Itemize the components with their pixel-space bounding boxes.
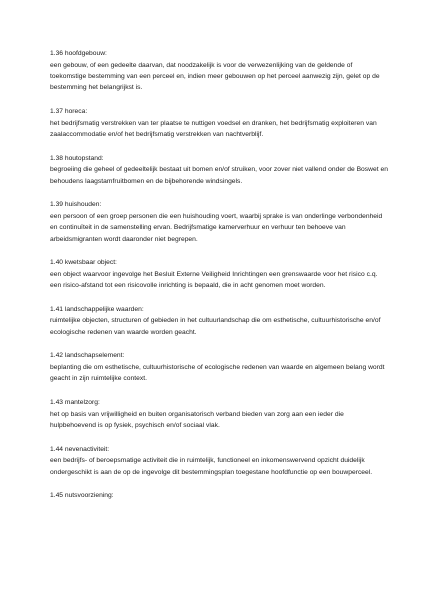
definition-term: 1.40 kwetsbaar object: [50, 259, 117, 267]
description-line: zaalaccommodatie en/of het bedrijfsmatig verstrekken van nachtverblijf. [50, 131, 264, 138]
description-line: het bedrijfsmatig verstrekken van ter plaatse te nuttigen voedsel en dranken, het bedrijfsmatig exploiteren van [50, 119, 377, 127]
definition-term: 1.38 houtopstand: [50, 154, 104, 162]
definition-item [50, 200, 400, 245]
description-line: het op basis van vrijwilligheid en buiten organisatorisch verband bieden van zorg aan een ieder die [50, 410, 344, 418]
definition-term: 1.39 huishouden: [50, 201, 102, 209]
definition-item [50, 258, 400, 291]
definition-term: 1.42 landschapselement: [50, 352, 125, 360]
description-line: behoudens laagstamfruitbomen en de bijbehorende windsingels. [50, 177, 243, 185]
description-line: bestemming het belangrijkst is. [50, 84, 143, 92]
definition-description [50, 455, 400, 478]
description-line: een bedrijfs- of beroepsmatige activiteit die in ruimtelijk, functioneel en inkomenswervend opzicht duidelijk [50, 457, 365, 465]
definitions-list [50, 49, 400, 515]
definition-description [50, 409, 400, 432]
description-line: beplanting die om esthetische, cultuurhistorische of ecologische redenen van waarde en algemeen belang wordt [50, 363, 385, 371]
definition-item [50, 445, 400, 478]
definition-item [50, 351, 400, 384]
description-line: arbeidsmigranten wordt daaronder niet begrepen. [50, 235, 198, 243]
description-line: geacht in zijn ruimtelijke context. [50, 375, 147, 383]
description-line: ondergeschikt is aan de op de ingevolge dit bestemmingsplan toegestane hoofdfunctie op een bouwperceel. [50, 468, 373, 476]
definition-description [50, 269, 400, 292]
definition-description [50, 60, 400, 94]
definition-description [50, 315, 400, 338]
definition-description [50, 362, 400, 385]
definition-description [50, 118, 400, 141]
definition-term: 1.37 horeca: [50, 108, 88, 115]
definition-description [50, 164, 400, 187]
definition-term: 1.45 nutsvoorziening: [50, 492, 114, 500]
definition-item [50, 49, 400, 94]
definition-item [50, 398, 400, 431]
description-line: een gebouw, of een gedeelte daarvan, dat noodzakelijk is voor de verwezenlijking van de geldende of [50, 61, 353, 69]
definition-term: 1.36 hoofdgebouw: [50, 50, 107, 57]
definition-term: 1.44 nevenactiviteit: [50, 445, 110, 453]
description-line: een persoon of een groep personen die een huishouding voert, waarbij sprake is van onderlinge verbondenheid [50, 212, 383, 220]
definition-item [50, 154, 400, 187]
definition-item [50, 491, 400, 502]
description-line: begroeiing die geheel of gedeeltelijk bestaat uit bomen en/of struiken, voor zover niet vallend onder de Boswet en [50, 166, 388, 174]
description-line: ruimtelijke objecten, structuren of gebieden in het cultuurlandschap die om esthetische, cultuurhistorische en/of [50, 317, 381, 325]
description-line: en continuïteit in de samenstelling ervan. Bedrijfsmatige kamerverhuur en verhuur ten behoeve van [50, 224, 346, 232]
definition-item [50, 305, 400, 338]
definition-item [50, 107, 400, 140]
definition-term: 1.41 landschappelijke waarden: [50, 305, 144, 313]
description-line: ecologische redenen van waarde worden geacht. [50, 328, 197, 336]
definition-term: 1.43 mantelzorg: [50, 398, 100, 406]
definition-description [50, 211, 400, 245]
description-line: hulpbehoevend is op fysiek, psychisch en/of sociaal vlak. [50, 421, 220, 429]
description-line: toekomstige bestemming van een perceel en, indien meer gebouwen op het perceel aanwezig zijn, gelet op de [50, 73, 380, 80]
description-line: een risico-afstand tot een risicovolle inrichting is bepaald, die in acht genomen moet worden. [50, 282, 326, 290]
description-line: een object waarvoor ingevolge het Besluit Externe Veiligheid Inrichtingen een grenswaarde voor het risico c.q. [50, 270, 378, 278]
